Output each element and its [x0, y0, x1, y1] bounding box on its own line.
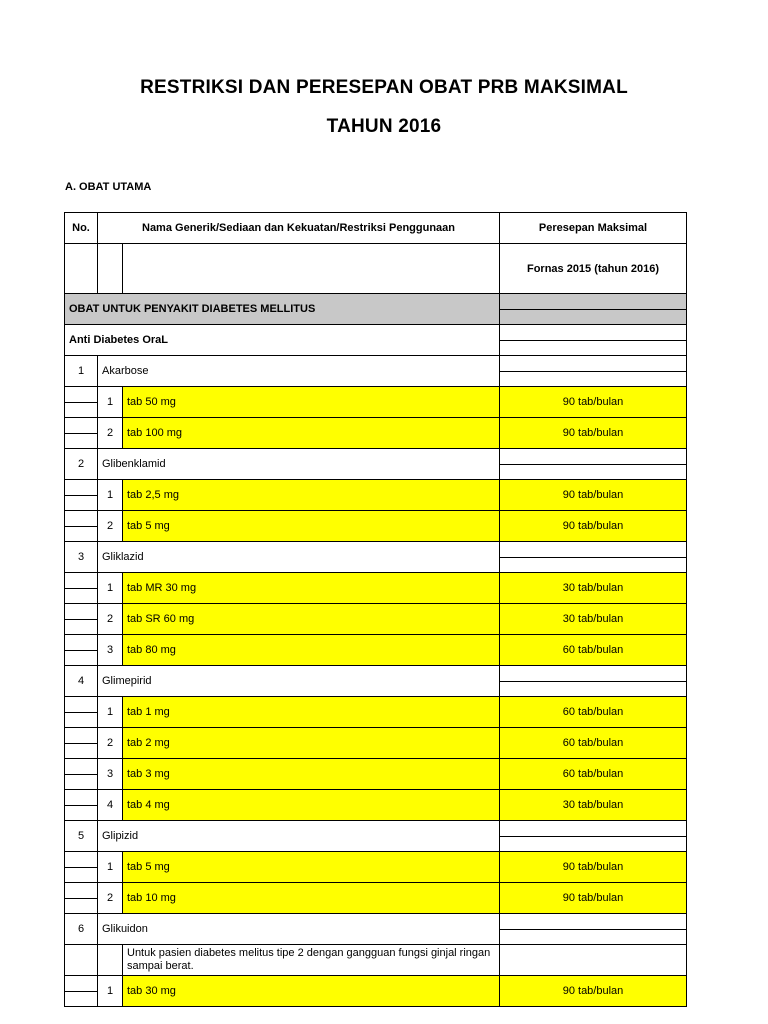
drug-name: Glimepirid [98, 666, 500, 697]
subcategory-max [500, 325, 687, 356]
document-year: TAHUN 2016 [326, 116, 442, 137]
dosage-number: 2 [98, 418, 123, 449]
restriction-blank [65, 945, 98, 976]
dosage-form: tab 100 mg [123, 418, 500, 449]
dosage-form: tab 30 mg [123, 976, 500, 1007]
dosage-form: tab 2,5 mg [123, 480, 500, 511]
drug-row [65, 449, 687, 480]
dosage-max: 60 tab/bulan [500, 697, 687, 728]
drug-row [65, 356, 687, 387]
drug-max [500, 666, 687, 697]
dosage-number: 2 [98, 511, 123, 542]
dosage-form: tab 80 mg [123, 635, 500, 666]
dosage-number: 3 [98, 635, 123, 666]
category-max [500, 294, 687, 325]
drug-table [64, 212, 687, 1007]
dosage-number: 1 [98, 480, 123, 511]
subcategory-label: Anti Diabetes OraL [65, 325, 500, 356]
dosage-max: 90 tab/bulan [500, 883, 687, 914]
header-blank-2 [98, 244, 123, 294]
dosage-indent [65, 480, 98, 511]
dosage-number: 1 [98, 976, 123, 1007]
dosage-row [65, 604, 687, 635]
dosage-row [65, 759, 687, 790]
dosage-row [65, 976, 687, 1007]
dosage-number: 2 [98, 883, 123, 914]
drug-number: 6 [65, 914, 98, 945]
dosage-max: 30 tab/bulan [500, 573, 687, 604]
drug-max [500, 542, 687, 573]
dosage-indent [65, 852, 98, 883]
dosage-number: 4 [98, 790, 123, 821]
drug-number: 4 [65, 666, 98, 697]
dosage-number: 1 [98, 852, 123, 883]
dosage-indent [65, 976, 98, 1007]
dosage-indent [65, 387, 98, 418]
dosage-indent [65, 418, 98, 449]
dosage-number: 3 [98, 759, 123, 790]
dosage-indent [65, 573, 98, 604]
header-blank-3 [123, 244, 500, 294]
dosage-form: tab 4 mg [123, 790, 500, 821]
drug-max [500, 914, 687, 945]
restriction-row [65, 945, 687, 976]
dosage-row [65, 883, 687, 914]
drug-row [65, 821, 687, 852]
dosage-max: 60 tab/bulan [500, 728, 687, 759]
dosage-form: tab 5 mg [123, 852, 500, 883]
dosage-max: 60 tab/bulan [500, 759, 687, 790]
section-label: A. OBAT UTAMA [65, 181, 152, 193]
drug-number: 5 [65, 821, 98, 852]
dosage-form: tab 1 mg [123, 697, 500, 728]
dosage-form: tab 5 mg [123, 511, 500, 542]
dosage-indent [65, 697, 98, 728]
dosage-indent [65, 511, 98, 542]
restriction-blank [98, 945, 123, 976]
document-title: RESTRIKSI DAN PERESEPAN OBAT PRB MAKSIMAL [140, 77, 628, 98]
dosage-number: 1 [98, 387, 123, 418]
dosage-row [65, 480, 687, 511]
dosage-row [65, 387, 687, 418]
dosage-row [65, 697, 687, 728]
dosage-row [65, 790, 687, 821]
dosage-row [65, 418, 687, 449]
dosage-form: tab SR 60 mg [123, 604, 500, 635]
dosage-form: tab MR 30 mg [123, 573, 500, 604]
dosage-row [65, 852, 687, 883]
dosage-form: tab 2 mg [123, 728, 500, 759]
drug-name: Glibenklamid [98, 449, 500, 480]
dosage-form: tab 3 mg [123, 759, 500, 790]
dosage-row [65, 728, 687, 759]
restriction-max [500, 945, 687, 976]
dosage-number: 2 [98, 728, 123, 759]
dosage-max: 90 tab/bulan [500, 976, 687, 1007]
header-blank-1 [65, 244, 98, 294]
dosage-number: 1 [98, 573, 123, 604]
dosage-max: 30 tab/bulan [500, 604, 687, 635]
drug-max [500, 356, 687, 387]
dosage-max: 30 tab/bulan [500, 790, 687, 821]
restriction-text: Untuk pasien diabetes melitus tipe 2 dengan gangguan fungsi ginjal ringan sampai berat. [123, 945, 500, 976]
dosage-row [65, 573, 687, 604]
dosage-indent [65, 883, 98, 914]
drug-max [500, 449, 687, 480]
drug-name: Glikuidon [98, 914, 500, 945]
dosage-max: 90 tab/bulan [500, 480, 687, 511]
header-name: Nama Generik/Sediaan dan Kekuatan/Restriksi Penggunaan [98, 213, 500, 244]
drug-name: Glipizid [98, 821, 500, 852]
dosage-max: 60 tab/bulan [500, 635, 687, 666]
dosage-indent [65, 790, 98, 821]
dosage-form: tab 50 mg [123, 387, 500, 418]
subcategory-row [65, 325, 687, 356]
dosage-indent [65, 604, 98, 635]
dosage-max: 90 tab/bulan [500, 387, 687, 418]
dosage-max: 90 tab/bulan [500, 852, 687, 883]
dosage-number: 1 [98, 697, 123, 728]
dosage-max: 90 tab/bulan [500, 418, 687, 449]
dosage-row [65, 511, 687, 542]
category-label: OBAT UNTUK PENYAKIT DIABETES MELLITUS [65, 294, 500, 325]
drug-max [500, 821, 687, 852]
drug-row [65, 542, 687, 573]
dosage-indent [65, 759, 98, 790]
category-row [65, 294, 687, 325]
dosage-row [65, 635, 687, 666]
drug-number: 1 [65, 356, 98, 387]
drug-name: Gliklazid [98, 542, 500, 573]
dosage-max: 90 tab/bulan [500, 511, 687, 542]
dosage-number: 2 [98, 604, 123, 635]
header-row-2 [65, 244, 687, 294]
dosage-indent [65, 728, 98, 759]
drug-name: Akarbose [98, 356, 500, 387]
drug-row [65, 666, 687, 697]
drug-number: 3 [65, 542, 98, 573]
header-max-sub: Fornas 2015 (tahun 2016) [500, 244, 687, 294]
dosage-form: tab 10 mg [123, 883, 500, 914]
dosage-indent [65, 635, 98, 666]
drug-number: 2 [65, 449, 98, 480]
header-max: Peresepan Maksimal [500, 213, 687, 244]
header-row [65, 213, 687, 244]
header-no: No. [65, 213, 98, 244]
drug-row [65, 914, 687, 945]
